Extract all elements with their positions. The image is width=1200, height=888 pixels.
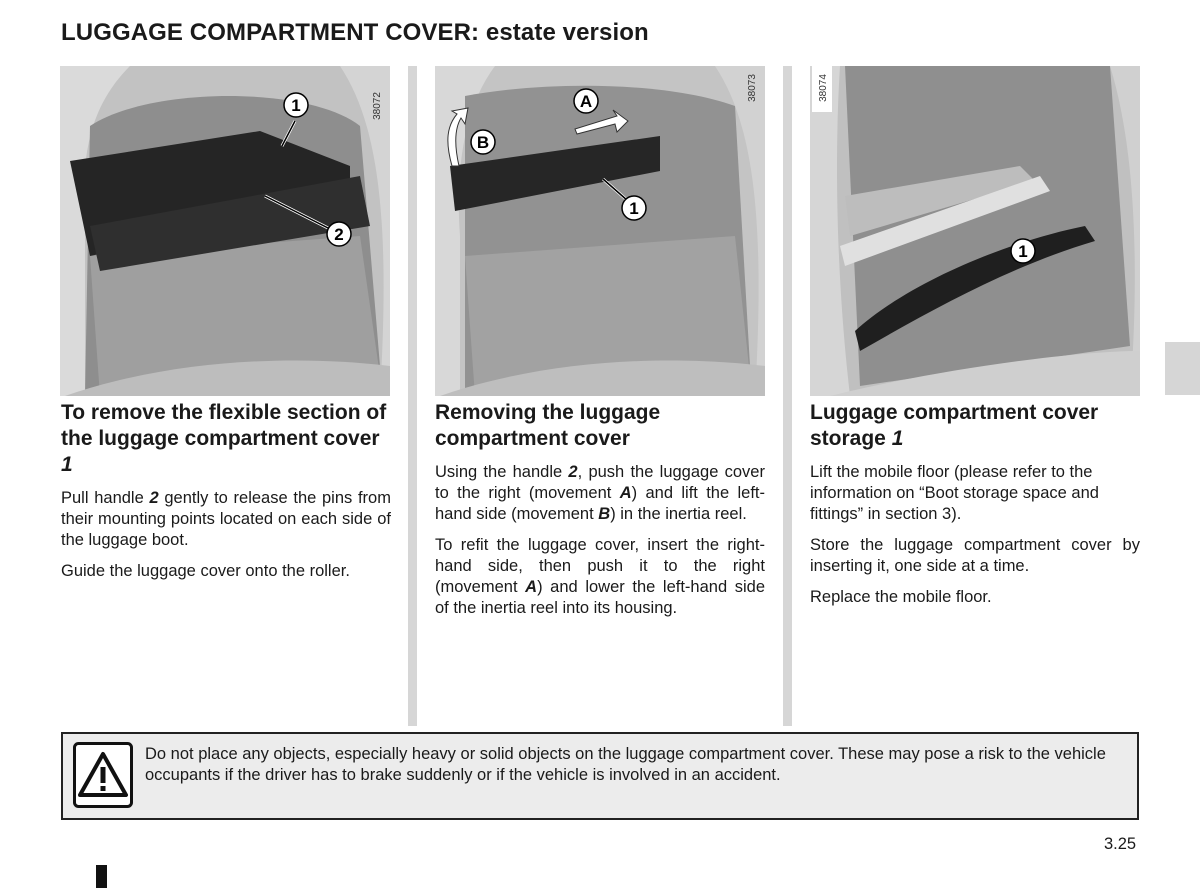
callout-1 bbox=[622, 196, 646, 220]
callout-a bbox=[574, 89, 598, 113]
photo-remove-flexible-section bbox=[60, 66, 390, 396]
page-number: 3.25 bbox=[1104, 835, 1137, 853]
warning-triangle-icon bbox=[73, 742, 133, 808]
column-remove-flexible-section bbox=[61, 400, 391, 592]
warning-text: Do not place any objects, especially heavy or solid objects on the luggage compartment cover. These may pose a risk to the vehicle occupants if the driver has to brake suddenly or if the vehicle is involved in an accident. bbox=[145, 745, 1106, 784]
photo-removing-cover bbox=[435, 66, 765, 396]
column-divider bbox=[408, 66, 417, 726]
section-heading: Removing the luggage compartment cover bbox=[435, 401, 661, 450]
section-heading: Luggage compartment cover storage 1 bbox=[810, 401, 1099, 450]
warning-box bbox=[61, 732, 1139, 820]
section-heading: To remove the flexible section of the luggage compartment cover 1 bbox=[61, 401, 387, 476]
svg-text:2: 2 bbox=[334, 225, 344, 244]
page-marker bbox=[96, 865, 107, 888]
paragraph: Using the handle 2, push the luggage cover to the right (movement A) and lift the left-hand side (movement B) in the inertia reel. bbox=[435, 463, 765, 523]
callout-b bbox=[471, 130, 495, 154]
photo-code bbox=[818, 74, 829, 102]
column-removing-cover bbox=[435, 400, 765, 629]
svg-text:1: 1 bbox=[291, 96, 301, 115]
svg-text:1: 1 bbox=[1018, 242, 1028, 261]
callout-1 bbox=[1011, 239, 1035, 263]
callout-1 bbox=[284, 93, 308, 117]
svg-text:38072: 38072 bbox=[372, 92, 383, 120]
column-cover-storage bbox=[810, 400, 1140, 618]
svg-text:1: 1 bbox=[629, 199, 639, 218]
paragraph: Pull handle 2 gently to release the pins from their mounting points located on each side of the luggage boot. bbox=[61, 489, 391, 549]
photo-cover-storage bbox=[810, 66, 1140, 396]
svg-text:38074: 38074 bbox=[818, 74, 829, 102]
svg-text:38073: 38073 bbox=[747, 74, 758, 102]
section-tab bbox=[1165, 342, 1200, 395]
paragraph: To refit the luggage cover, insert the right-hand side, then push it to the right (movement A) and lower the left-hand side of the inertia reel into its housing. bbox=[435, 536, 766, 617]
paragraph: Guide the luggage cover onto the roller. bbox=[61, 562, 350, 580]
paragraph: Lift the mobile floor (please refer to the information on “Boot storage space and fittings” in section 3). bbox=[810, 463, 1099, 523]
paragraph: Store the luggage compartment cover by inserting it, one side at a time. bbox=[810, 536, 1140, 575]
photo-code bbox=[747, 74, 758, 102]
paragraph: Replace the mobile floor. bbox=[810, 588, 992, 606]
page-title: LUGGAGE COMPARTMENT COVER: estate version bbox=[61, 19, 649, 46]
column-divider bbox=[783, 66, 792, 726]
svg-text:A: A bbox=[579, 92, 593, 111]
photo-code bbox=[372, 92, 383, 120]
callout-2 bbox=[327, 222, 351, 246]
svg-text:B: B bbox=[476, 133, 490, 152]
